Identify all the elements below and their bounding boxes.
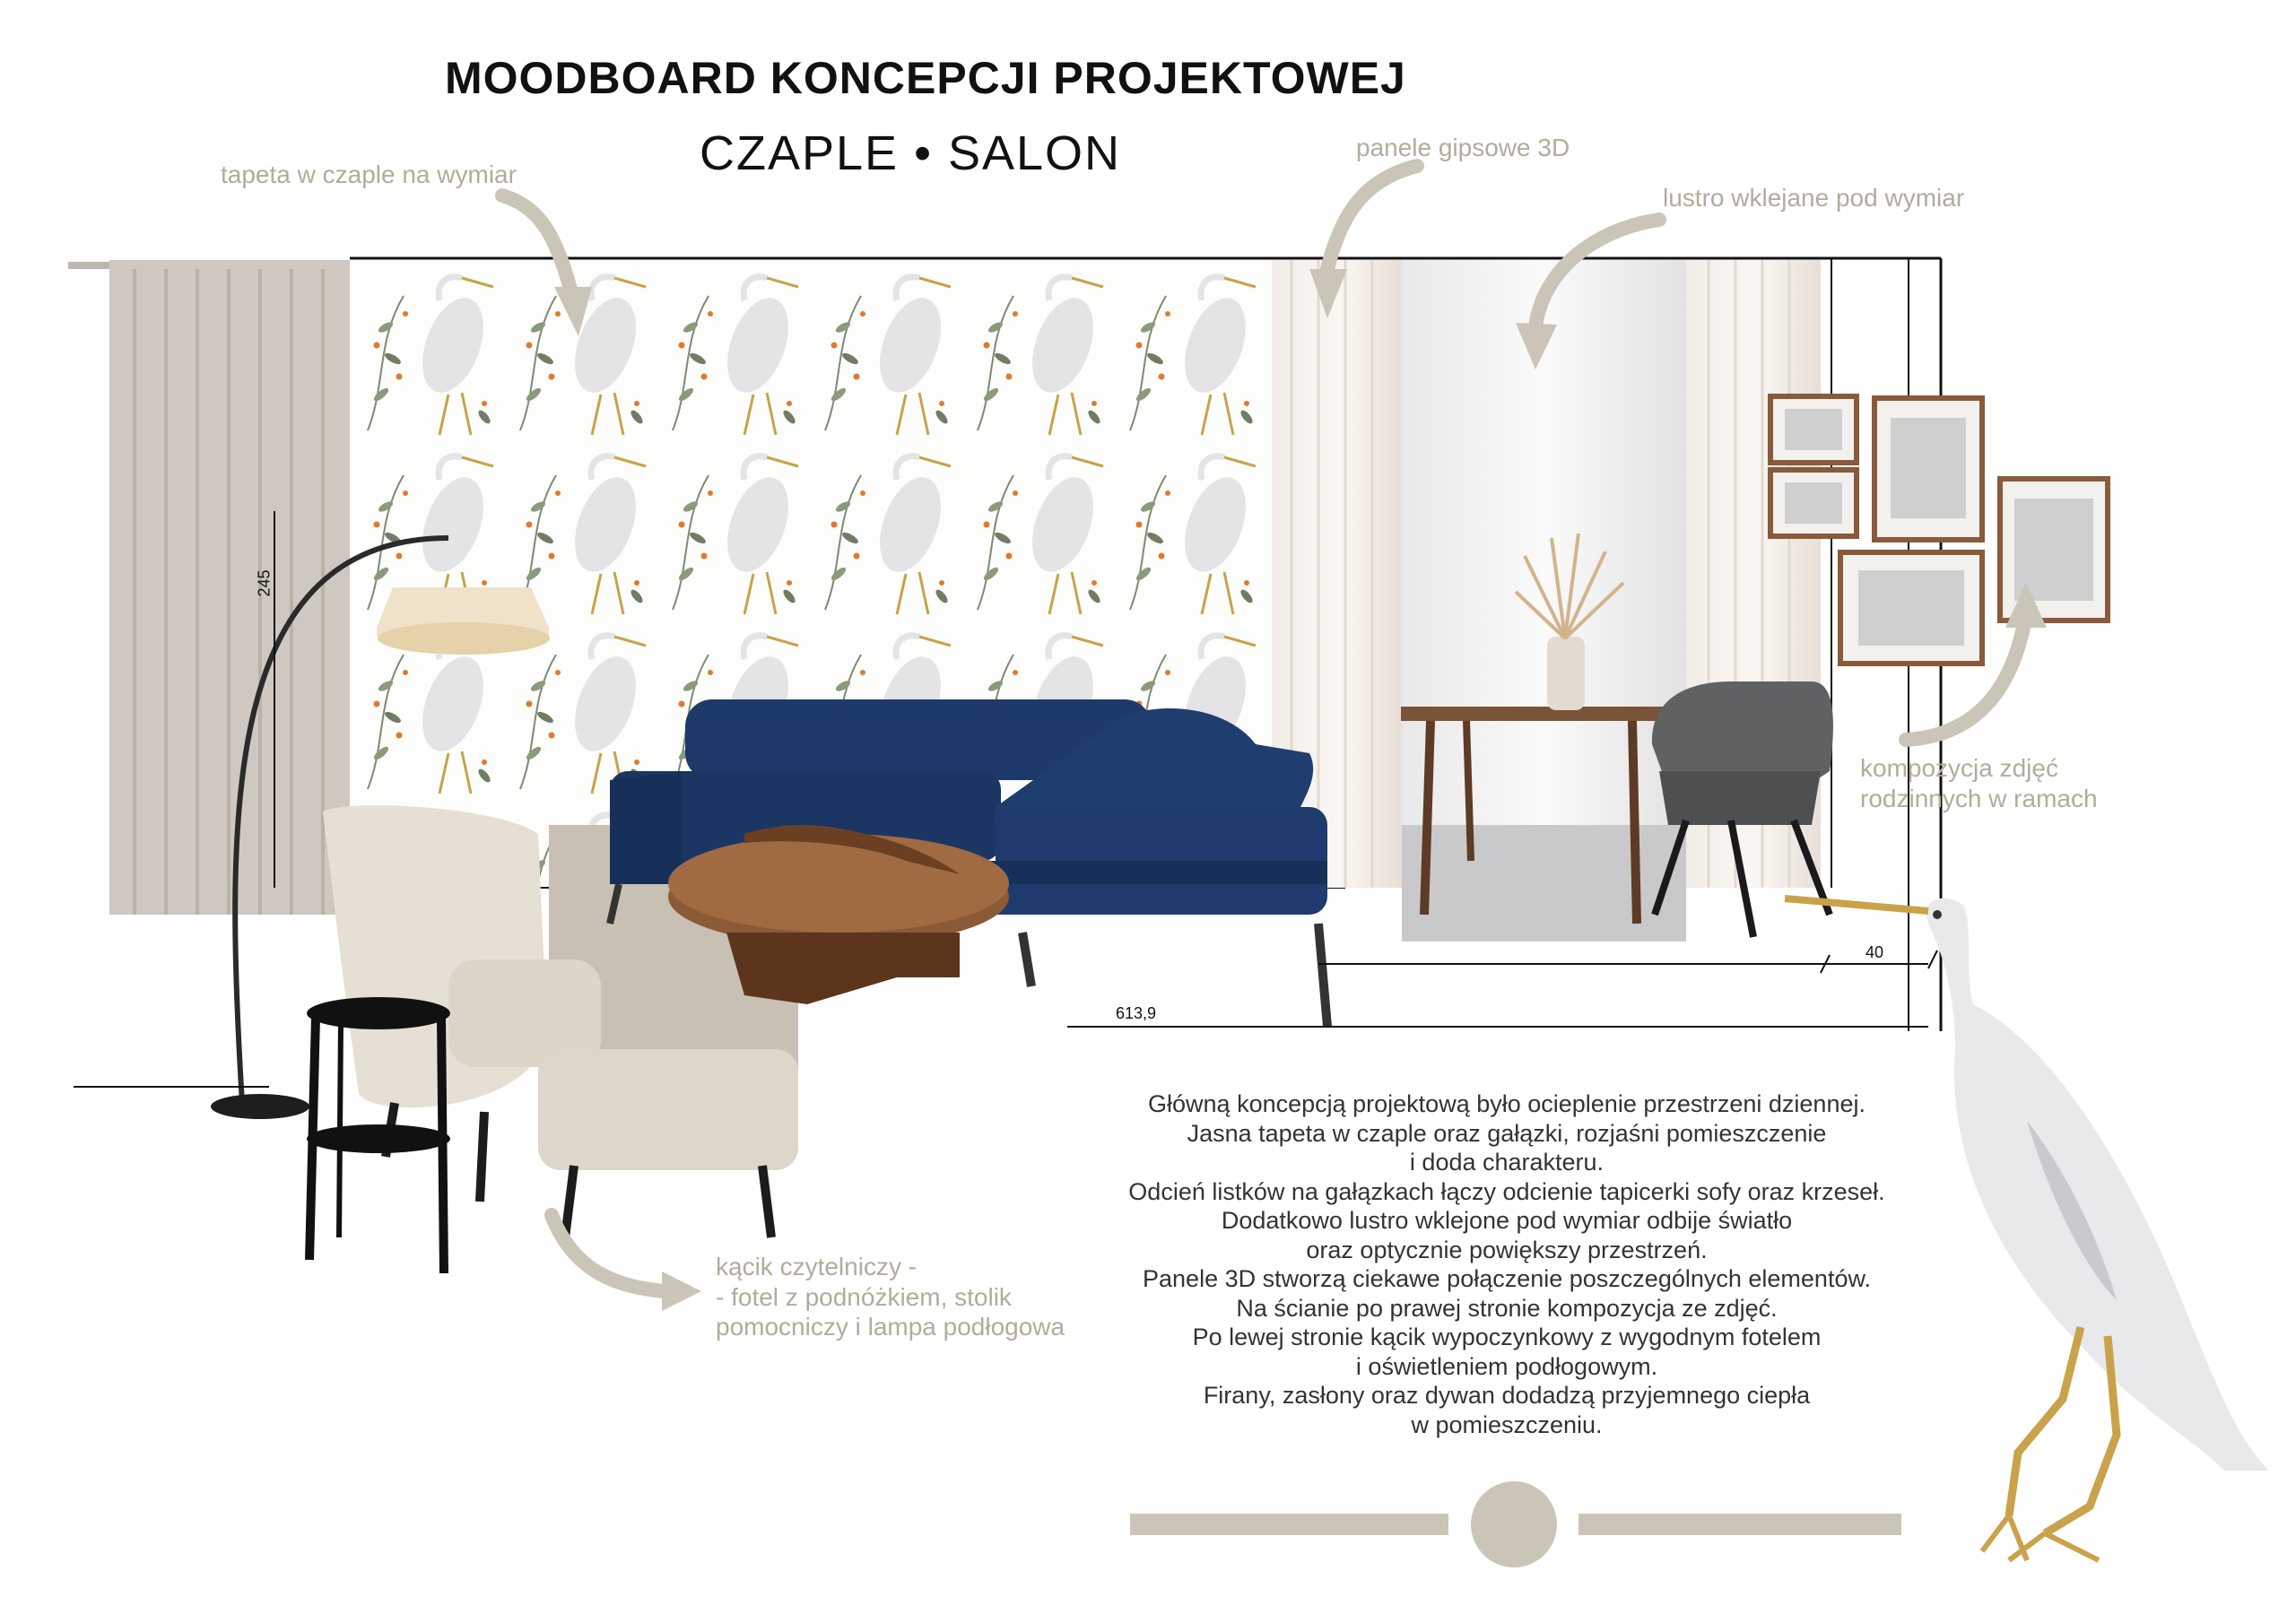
callout-reading-line2: - fotel z podnóżkiem, stolik (716, 1282, 1012, 1311)
ottoman (538, 1049, 798, 1237)
description-line: Na ścianie po prawej stronie kompozycja ze zdjęć. (1236, 1294, 1778, 1322)
callout-photos (1860, 753, 2098, 813)
description-line: Odcień listków na gałązkach łączy odcienie tapicerki sofy oraz krzeseł. (1128, 1177, 1885, 1205)
concept-description (1049, 1089, 1964, 1439)
description-line: Panele 3D stworzą ciekawe połączenie poszczególnych elementów. (1143, 1265, 1871, 1292)
mirror (1402, 260, 1686, 942)
callout-reading-corner (716, 1252, 1065, 1342)
curtains (68, 260, 355, 915)
description-line: i doda charakteru. (1409, 1149, 1605, 1176)
callout-panels: panele gipsowe 3D (1356, 134, 1570, 161)
description-line: Po lewej stronie kącik wypoczynkowy z wygodnym fotelem (1192, 1324, 1822, 1350)
bottom-divider (1130, 1481, 1901, 1567)
page-subtitle: CZAPLE • SALON (700, 126, 1122, 180)
page-title: MOODBOARD KONCEPCJI PROJEKTOWEJ (445, 53, 1406, 103)
description-line: Dodatkowo lustro wklejone pod wymiar odbije światło (1221, 1207, 1793, 1234)
dimension-gap: 40 (1866, 943, 1884, 961)
description-line: Jasna tapeta w czaple oraz gałązki, rozjaśni pomieszczenie (1187, 1119, 1827, 1147)
description-line: Firany, zasłony oraz dywan dodadzą przyjemnego ciepła (1203, 1382, 1811, 1409)
callout-wallpaper: tapeta w czaple na wymiar (221, 161, 517, 188)
description-line: w pomieszczeniu. (1411, 1410, 1603, 1438)
dimension-width: 613,9 (1116, 1004, 1157, 1022)
callout-photos-line1: kompozycja zdjęć (1860, 754, 2058, 782)
dimension-height: 245 (255, 569, 274, 597)
callout-reading-line1: kącik czytelniczy - (716, 1253, 918, 1280)
callout-reading-line3: pomocniczy i lampa podłogowa (716, 1313, 1065, 1341)
description-line: oraz optycznie powiększy przestrzeń. (1306, 1236, 1708, 1263)
callout-photos-line2: rodzinnych w ramach (1860, 784, 2098, 812)
description-line: i oświetleniem podłogowym. (1355, 1352, 1658, 1380)
callout-mirror: lustro wklejane pod wymiar (1663, 184, 1965, 212)
description-line: Główną koncepcją projektową było ocieplenie przestrzeni dziennej. (1148, 1090, 1866, 1117)
